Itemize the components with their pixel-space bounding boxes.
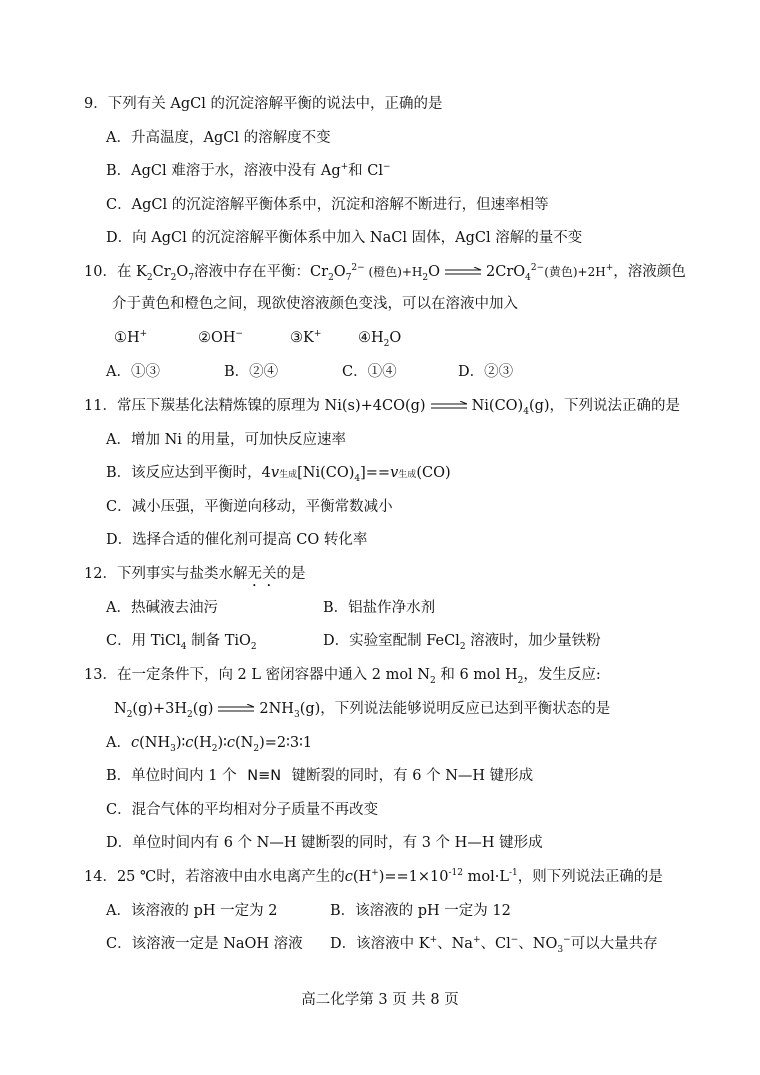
q9-option-a: A．升高温度，AgCl 的溶解度不变	[106, 130, 331, 146]
q9-option-c: C．AgCl 的沉淀溶解平衡体系中，沉淀和溶解不断进行，但速率相等	[106, 197, 549, 213]
q10-item-3: ③K+	[290, 329, 322, 346]
q11-option-d: D．选择合适的催化剂可提高 CO 转化率	[106, 532, 368, 548]
q10-stem: 10．在 $K_2Cr_2O_7$溶液中存在平衡：$Cr_2O_7^{2-}$ (橙色)$+H_2O$ 2CrO$_4^{2-}$(黄色)+2H+，溶液颜色	[84, 263, 686, 283]
q10-choice-c: C．①④	[342, 364, 397, 380]
q11-option-c: C．减小压强，平衡逆向移动，平衡常数减小	[106, 499, 393, 515]
q13-equation: $N_2(g)+3H_2(g)$ $2NH_3(g)$，下列说法能够说明反应已达到平衡状态的是	[114, 701, 611, 720]
q10-stem-line2: 介于黄色和橙色之间，现欲使溶液颜色变浅，可以在溶液中加入	[112, 296, 518, 312]
q11-stem: 11．常压下羰基化法精炼镍的原理为 Ni(s)+4CO(g) $Ni(CO)_4(g)$，下列说法正确的是	[84, 398, 681, 417]
q10-choice-a: A．①③	[106, 364, 160, 380]
equilibrium-arrow-icon	[444, 267, 482, 277]
q13-option-d: D．单位时间内有 6 个 N—H 键断裂的同时，有 3 个 H—H 键形成	[106, 835, 543, 851]
q12-stem: 12．下列事实与盐类水解无关的是	[84, 566, 306, 582]
q14-stem: 14．25 ℃时，若溶液中由水电离产生的$c(H^+)==1\times 10^{-12}$ $mol\cdot L^{-1}$，则下列说法正确的是	[84, 868, 663, 885]
q11-option-b: B．该反应达到平衡时，4v生成$[Ni(CO)_4]==v$生成(CO)	[106, 465, 451, 484]
q9-stem: 9．下列有关 AgCl 的沉淀溶解平衡的说法中，正确的是	[84, 96, 443, 112]
q10-item-2: ②OH−	[198, 329, 244, 346]
equilibrium-arrow-icon	[430, 401, 468, 411]
q14-option-d: D．该溶液中 K+、Na+、Cl−、$NO_3^-$可以大量共存	[330, 935, 658, 955]
q10-item-4: $④H_2O$	[358, 330, 402, 349]
q13-option-a: A．$c(NH_3)∶c(H_2)∶c(N_2)=2∶3∶1$	[106, 735, 313, 754]
page-footer: 高二化学第 3 页 共 8 页	[301, 992, 459, 1008]
q10-choice-d: D．②③	[458, 364, 514, 380]
q10-item-1: ①H+	[114, 329, 148, 346]
q14-option-c: C．该溶液一定是 NaOH 溶液	[106, 936, 303, 952]
q14-option-a: A．该溶液的 pH 一定为 2	[106, 903, 278, 919]
q13-option-b: B．单位时间内 1 个 N≡N 键断裂的同时，有 6 个 N—H 键形成	[106, 768, 534, 784]
q9-option-d: D．向 AgCl 的沉淀溶解平衡体系中加入 NaCl 固体，AgCl 溶解的量不变	[106, 230, 583, 246]
q9-option-b: B．AgCl 难溶于水，溶液中没有 Ag+和 Cl−	[106, 162, 391, 179]
q14-option-b: B．该溶液的 pH 一定为 12	[330, 903, 511, 919]
q13-option-c: C．混合气体的平均相对分子质量不再改变	[106, 802, 379, 818]
q13-stem: 13．在一定条件下，向 2 L 密闭容器中通入 2 mol $N_2$ 和 6 mol $H_2$，发生反应:	[84, 667, 601, 686]
q11-option-a: A．增加 Ni 的用量，可加快反应速率	[106, 432, 347, 448]
q10-choice-b: B．②④	[224, 364, 279, 380]
q12-option-d: D．实验室配制 FeCl$_2$ 溶液时，加少量铁粉	[323, 633, 601, 652]
q12-option-b: B．铝盐作净水剂	[323, 600, 436, 616]
q12-option-c: C．用 TiCl$_4$ 制备 TiO$_2$	[106, 633, 257, 652]
equilibrium-arrow-icon	[217, 704, 255, 714]
q12-option-a: A．热碱液去油污	[106, 600, 218, 616]
